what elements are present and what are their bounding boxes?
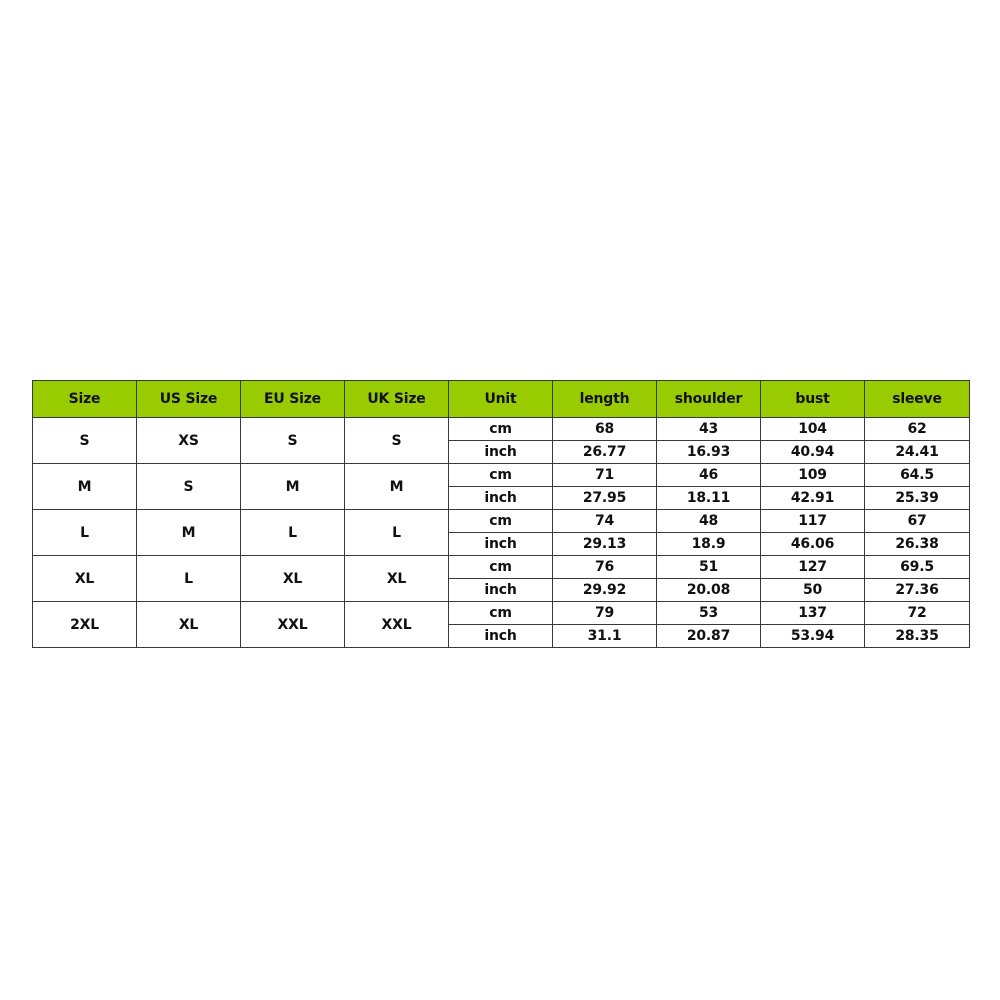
- cell-length: 27.95: [553, 487, 657, 510]
- cell-uk-size: XXL: [345, 602, 449, 648]
- cell-size: M: [33, 464, 137, 510]
- cell-unit: cm: [449, 602, 553, 625]
- cell-shoulder: 43: [657, 418, 761, 441]
- table-row-cm: [33, 418, 970, 441]
- table-row-cm: [33, 602, 970, 625]
- cell-length: 29.92: [553, 579, 657, 602]
- cell-sleeve: 69.5: [865, 556, 970, 579]
- cell-sleeve: 72: [865, 602, 970, 625]
- cell-length: 71: [553, 464, 657, 487]
- header-bust: bust: [761, 381, 865, 418]
- table-row-cm: [33, 464, 970, 487]
- cell-unit: cm: [449, 510, 553, 533]
- header-shoulder: shoulder: [657, 381, 761, 418]
- cell-size: L: [33, 510, 137, 556]
- cell-bust: 46.06: [761, 533, 865, 556]
- cell-size: 2XL: [33, 602, 137, 648]
- cell-sleeve: 25.39: [865, 487, 970, 510]
- cell-us-size: XL: [137, 602, 241, 648]
- cell-uk-size: M: [345, 464, 449, 510]
- cell-shoulder: 20.08: [657, 579, 761, 602]
- cell-length: 76: [553, 556, 657, 579]
- cell-us-size: L: [137, 556, 241, 602]
- cell-size: XL: [33, 556, 137, 602]
- cell-bust: 117: [761, 510, 865, 533]
- header-row: [33, 381, 970, 418]
- cell-bust: 137: [761, 602, 865, 625]
- header-sleeve: sleeve: [865, 381, 970, 418]
- cell-shoulder: 46: [657, 464, 761, 487]
- cell-sleeve: 28.35: [865, 625, 970, 648]
- cell-unit: cm: [449, 464, 553, 487]
- cell-sleeve: 24.41: [865, 441, 970, 464]
- cell-length: 74: [553, 510, 657, 533]
- cell-us-size: M: [137, 510, 241, 556]
- cell-size: S: [33, 418, 137, 464]
- cell-bust: 42.91: [761, 487, 865, 510]
- cell-unit: inch: [449, 487, 553, 510]
- table-row-cm: [33, 556, 970, 579]
- cell-eu-size: XXL: [241, 602, 345, 648]
- cell-us-size: S: [137, 464, 241, 510]
- cell-uk-size: S: [345, 418, 449, 464]
- cell-unit: inch: [449, 533, 553, 556]
- cell-length: 68: [553, 418, 657, 441]
- cell-sleeve: 62: [865, 418, 970, 441]
- cell-eu-size: L: [241, 510, 345, 556]
- cell-shoulder: 16.93: [657, 441, 761, 464]
- cell-bust: 40.94: [761, 441, 865, 464]
- cell-shoulder: 51: [657, 556, 761, 579]
- cell-length: 26.77: [553, 441, 657, 464]
- cell-length: 29.13: [553, 533, 657, 556]
- cell-eu-size: XL: [241, 556, 345, 602]
- cell-sleeve: 67: [865, 510, 970, 533]
- cell-bust: 109: [761, 464, 865, 487]
- cell-shoulder: 18.9: [657, 533, 761, 556]
- cell-shoulder: 20.87: [657, 625, 761, 648]
- header-size: Size: [33, 381, 137, 418]
- cell-bust: 50: [761, 579, 865, 602]
- cell-shoulder: 53: [657, 602, 761, 625]
- cell-unit: inch: [449, 441, 553, 464]
- cell-eu-size: S: [241, 418, 345, 464]
- cell-unit: inch: [449, 625, 553, 648]
- cell-shoulder: 18.11: [657, 487, 761, 510]
- header-uk-size: UK Size: [345, 381, 449, 418]
- cell-bust: 53.94: [761, 625, 865, 648]
- size-chart-table: [32, 380, 970, 648]
- cell-sleeve: 27.36: [865, 579, 970, 602]
- cell-uk-size: L: [345, 510, 449, 556]
- cell-length: 31.1: [553, 625, 657, 648]
- header-length: length: [553, 381, 657, 418]
- cell-eu-size: M: [241, 464, 345, 510]
- cell-sleeve: 26.38: [865, 533, 970, 556]
- cell-length: 79: [553, 602, 657, 625]
- cell-us-size: XS: [137, 418, 241, 464]
- header-unit: Unit: [449, 381, 553, 418]
- cell-sleeve: 64.5: [865, 464, 970, 487]
- cell-unit: cm: [449, 556, 553, 579]
- cell-shoulder: 48: [657, 510, 761, 533]
- cell-bust: 127: [761, 556, 865, 579]
- header-eu-size: EU Size: [241, 381, 345, 418]
- header-us-size: US Size: [137, 381, 241, 418]
- cell-bust: 104: [761, 418, 865, 441]
- cell-unit: cm: [449, 418, 553, 441]
- table-row-cm: [33, 510, 970, 533]
- cell-unit: inch: [449, 579, 553, 602]
- cell-uk-size: XL: [345, 556, 449, 602]
